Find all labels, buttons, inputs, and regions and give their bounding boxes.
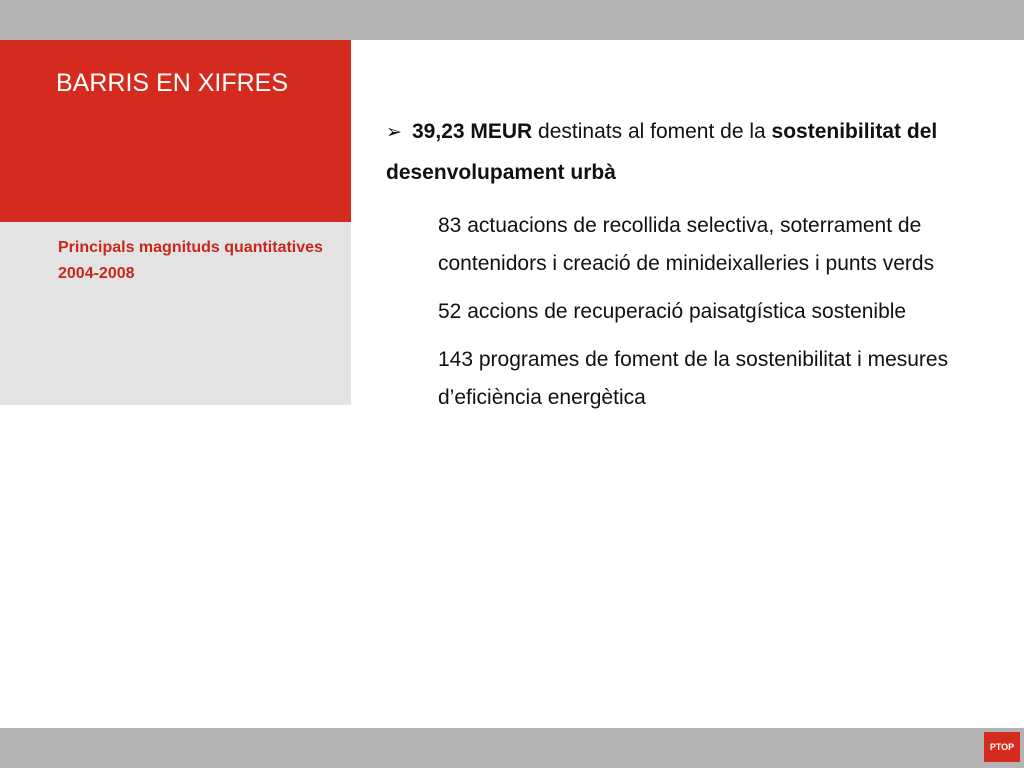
headline	[386, 112, 986, 193]
bottom-bar	[0, 728, 1024, 768]
subtitle-panel	[0, 222, 351, 405]
top-bar	[0, 0, 1024, 40]
list-item: 52 accions de recuperació paisatgística sostenible	[438, 300, 907, 323]
list-item: 143 programes de foment de la sostenibilitat i mesures d’eficiència energètica	[438, 348, 949, 409]
slide-title: BARRIS EN XIFRES	[56, 69, 288, 97]
slide-content	[386, 112, 986, 427]
headline-text: destinats al foment de la	[532, 120, 772, 143]
arrow-bullet-icon: ➢	[386, 122, 402, 143]
list-item: 83 actuacions de recollida selectiva, soterrament de contenidors i creació de minideixalleries i punts verds	[438, 214, 935, 275]
headline-amount: 39,23 MEUR	[412, 120, 533, 143]
headline-bold-text: sostenibilitat del desenvolupament urbà	[386, 120, 938, 184]
figures-list	[438, 207, 986, 417]
slide-subtitle: Principals magnituds quantitatives 2004-2008	[58, 239, 323, 282]
ptop-logo: PTOP	[984, 732, 1020, 762]
title-panel	[0, 40, 351, 222]
